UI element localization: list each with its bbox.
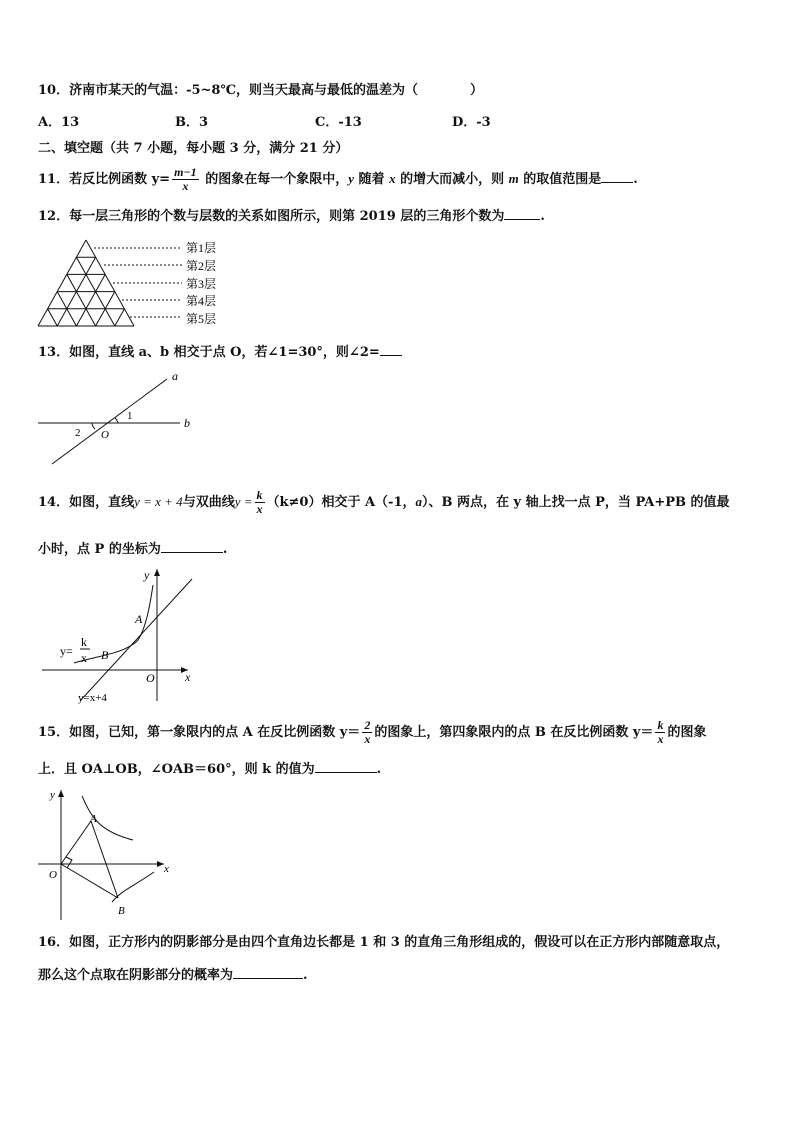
q12-layer-3: 第3层 [186, 277, 217, 291]
q11-var-x: x [389, 171, 396, 186]
q11-end: . [633, 172, 638, 187]
q13-label-b: b [184, 416, 190, 430]
q15-text-4: 上．且 OA⊥OB，∠OAB＝60°，则 k 的值为 [38, 762, 315, 777]
q13-answer-blank[interactable] [380, 343, 402, 356]
q14-hyperbola-label-x: x [81, 651, 87, 665]
triangle-grid-line [48, 309, 58, 326]
q12-triangle-figure [36, 238, 236, 330]
q15-label-y: y [50, 789, 55, 801]
q15-fraction-1 [362, 719, 372, 746]
q14-frac-num: k [256, 488, 263, 502]
q14-end: . [222, 542, 228, 557]
q11-var-y: y [348, 171, 354, 186]
q15-text-3: 的图象 [667, 725, 707, 740]
triangle-grid-line [115, 309, 125, 326]
q14-hyperbola-label-k: k [81, 635, 87, 649]
q16-stem: 16．如图，正方形内的阴影部分是由四个直角边长都是 1 和 3 的直角三角形组成的，假设可以在正方形内部随意取点， [38, 935, 730, 950]
q11-text-5: 的取值范围是 [518, 172, 602, 187]
q15-frac2-num: k [657, 718, 664, 732]
q16-answer-blank[interactable] [233, 966, 303, 979]
q13-label-a: a [172, 369, 178, 383]
q14-label-origin: O [146, 671, 155, 685]
q13-label-1: 1 [127, 410, 133, 422]
q11-frac-den: x [182, 179, 189, 193]
q14-label-y: y [144, 568, 150, 582]
q11-fraction [172, 166, 199, 193]
q14-line-label: y=x+4 [78, 692, 107, 704]
section-heading: 二、填空题（共 7 小题，每小题 3 分，满分 21 分） [38, 141, 349, 156]
triangle-grid-line [38, 240, 86, 326]
q14-stem-line2 [38, 540, 227, 559]
q15-label-a: A [90, 813, 97, 825]
q16-text: 那么这个点取在阴影部分的概率为 [38, 968, 234, 983]
q10-stem: 10．济南市某天的气温：-5~8℃，则当天最高与最低的温差为（ ） [38, 83, 484, 98]
q14-label-b: B [101, 648, 109, 662]
q13-stem [38, 343, 402, 362]
q15-graph-figure [36, 786, 176, 922]
q14-label-a: A [135, 612, 143, 626]
q12-layer-5: 第5层 [186, 312, 217, 326]
q15-text-1: 15．如图，已知，第一象限内的点 A 在反比例函数 y＝ [38, 725, 361, 740]
q10-option-c: C．-13 [315, 115, 362, 130]
q14-var-a: a [415, 494, 422, 509]
q14-line-equation: y = x + 4 [134, 494, 183, 509]
q13-label-o: O [101, 429, 109, 441]
q15-answer-blank[interactable] [315, 760, 377, 773]
q11-frac-num: m−1 [174, 165, 197, 179]
q12-end: . [540, 209, 545, 224]
q14-text-4: ）、B 两点，在 y 轴上找一点 P，当 PA+PB 的值最 [422, 495, 730, 510]
q14-frac-den: x [256, 502, 263, 516]
q15-end: . [376, 762, 382, 777]
q14-stem [38, 485, 730, 520]
q14-graph-figure [40, 565, 200, 705]
q11-var-m: m [508, 171, 519, 186]
q16-stem-line2 [38, 966, 308, 985]
q12-layer-1: 第1层 [186, 241, 217, 255]
q15-fraction-2 [655, 719, 665, 746]
q10-option-d: D．-3 [452, 115, 491, 130]
q11-stem [38, 164, 638, 195]
q12-text: 12．每一层三角形的个数与层数的关系如图所示，则第 2019 层的三角形个数为 [38, 209, 505, 224]
q15-stem-line2 [38, 760, 381, 779]
q15-label-origin: O [49, 869, 57, 881]
q13-intersecting-lines-figure [36, 368, 206, 468]
q11-text-1: 11．若反比例函数 y= [38, 172, 171, 187]
q14-hyperbola-y: y = [234, 494, 253, 509]
q14-fraction [255, 489, 265, 516]
q14-text-3: （k≠0）相交于 A（-1， [266, 495, 416, 510]
q12-layer-2: 第2层 [186, 259, 217, 273]
q11-text-3: 随着 [354, 172, 390, 187]
q16-end: . [303, 968, 308, 983]
q14-text-2: 与双曲线 [182, 495, 235, 510]
q15-stem [38, 716, 706, 750]
q15-frac1-den: x [364, 732, 371, 746]
q10-options [38, 114, 758, 132]
q11-text-4: 的增大而减小，则 [395, 172, 509, 187]
q14-text-5: 小时，点 P 的坐标为 [38, 542, 161, 557]
q11-answer-blank[interactable] [601, 170, 633, 183]
q14-text-1: 14．如图，直线 [38, 495, 135, 510]
q13-text: 13．如图，直线 a、b 相交于点 O，若∠1=30°，则∠2= [38, 345, 380, 360]
q12-answer-blank[interactable] [504, 207, 540, 220]
q15-label-b: B [118, 905, 125, 917]
q12-layer-4: 第4层 [186, 294, 217, 308]
q15-text-2: 的图象上，第四象限内的点 B 在反比例函数 y＝ [374, 725, 654, 740]
q10-option-b: B．3 [175, 115, 209, 130]
q15-label-x: x [164, 863, 169, 875]
q10-option-a: A．13 [38, 115, 80, 130]
q14-hyperbola-label-y: y= [60, 644, 73, 658]
q12-stem [38, 207, 545, 226]
q13-label-2: 2 [75, 427, 81, 439]
q15-frac2-den: x [657, 732, 664, 746]
q15-frac1-num: 2 [364, 718, 371, 732]
q11-text-2: 的图象在每一个象限中， [200, 172, 349, 187]
q14-answer-blank[interactable] [161, 540, 223, 553]
q14-label-x: x [185, 670, 191, 684]
